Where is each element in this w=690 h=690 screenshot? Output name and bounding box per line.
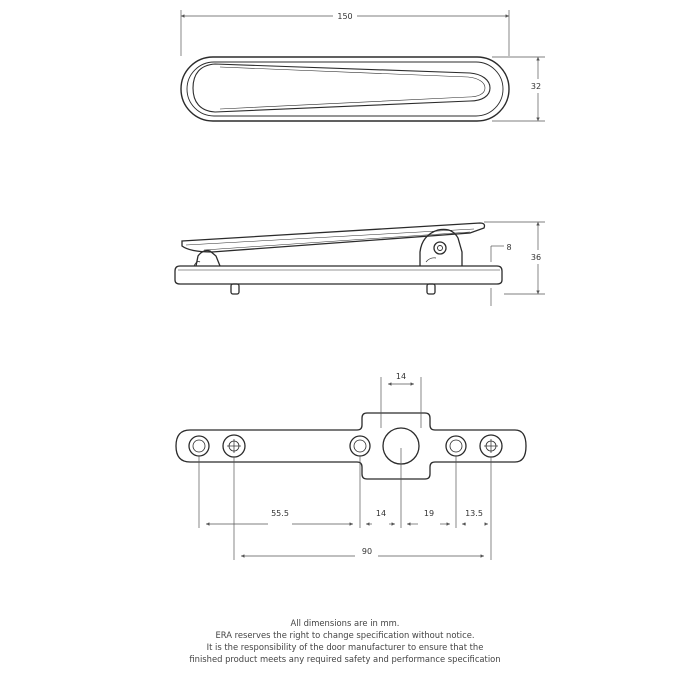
dim-19: 19 [423,509,435,518]
note-responsibility: It is the responsibility of the door manufacturer to ensure that the [206,642,484,652]
bottom-view-hole-3 [350,436,370,456]
side-view-pivot-pin [434,242,446,254]
side-view-dimensions [484,222,545,306]
note-units: All dimensions are in mm. [290,618,400,628]
dim-55-5: 55.5 [271,509,289,518]
top-view-inner-outline [187,62,503,116]
dim-offset-8: 8 [506,243,512,252]
bottom-view-dimensions [199,377,491,560]
dim-height-36: 36 [530,253,542,262]
bottom-view-hole-1 [189,436,209,456]
note-responsibility-cont: finished product meets any required safety and performance specification [189,654,501,664]
side-view [175,223,502,294]
dim-length-150: 150 [337,12,353,21]
dim-total-90: 90 [361,547,373,556]
side-view-left-pivot [196,251,220,266]
dim-hole-14: 14 [395,372,407,381]
dim-height-32: 32 [530,82,542,91]
dim-13-5: 13.5 [465,509,483,518]
side-view-lever [182,223,485,252]
side-view-screw-left [231,284,239,294]
drawing-notes [0,617,690,665]
top-view [181,57,509,121]
top-view-dimensions [181,10,545,121]
top-view-handle-lever [193,64,490,112]
bottom-view [176,413,526,479]
note-specification: ERA reserves the right to change specification without notice. [215,630,475,640]
side-view-screw-right [427,284,435,294]
bottom-view-hole-4 [446,436,466,456]
dim-14: 14 [375,509,387,518]
side-view-base-plate [175,266,502,284]
